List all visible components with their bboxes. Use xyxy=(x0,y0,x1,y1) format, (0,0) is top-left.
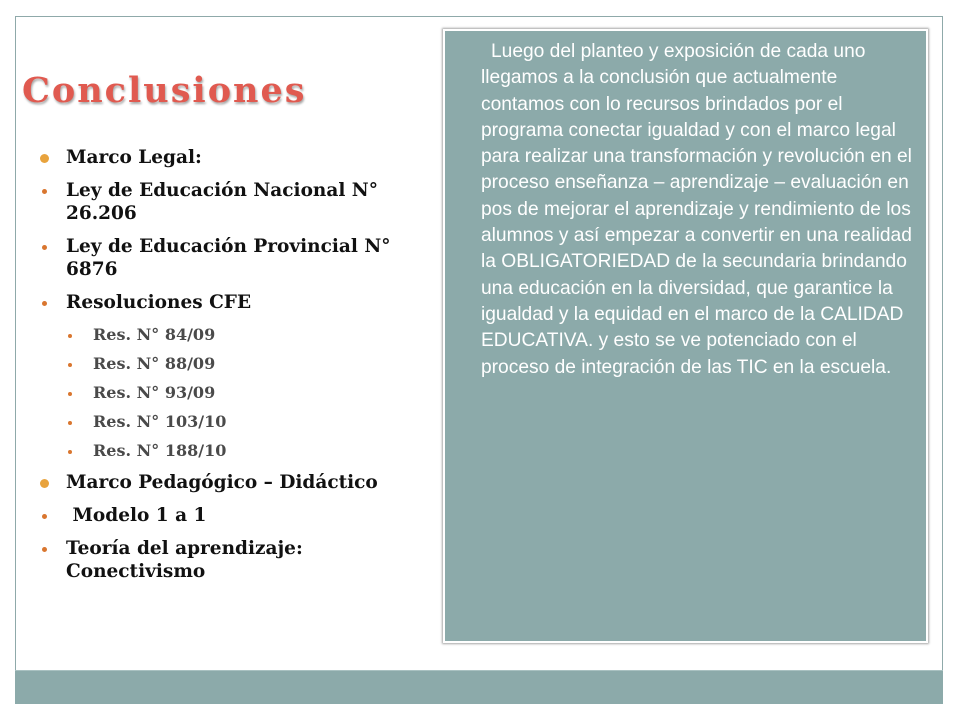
bullet-dot-icon xyxy=(68,392,72,396)
bullet-resoluciones-cfe xyxy=(40,291,430,314)
bullet-text: Modelo 1 a 1 xyxy=(66,505,207,526)
bullet-dot-icon xyxy=(68,334,72,338)
bullet-dot-icon xyxy=(42,245,47,250)
bullet-dot-icon xyxy=(68,450,72,454)
bullet-res-103 xyxy=(40,412,430,432)
bullet-dot-icon xyxy=(42,514,47,519)
bullet-res-93 xyxy=(40,383,430,403)
slide-title: Conclusiones xyxy=(22,70,307,111)
bullet-dot-icon xyxy=(68,421,72,425)
bullet-dot-icon xyxy=(42,189,47,194)
bullet-res-88 xyxy=(40,354,430,374)
conclusion-textbox xyxy=(443,29,928,643)
bullet-teoria-aprendizaje xyxy=(40,537,430,583)
bullet-text: Res. N° 103/10 xyxy=(93,412,227,431)
bullet-text: Resoluciones CFE xyxy=(66,292,252,313)
bullet-text: Ley de Educación Nacional N° 26.206 xyxy=(66,180,378,224)
bullet-text: Res. N° 188/10 xyxy=(93,441,227,460)
bullet-dot-icon xyxy=(42,547,47,552)
bullet-text: Res. N° 93/09 xyxy=(93,383,216,402)
bullet-dot-icon xyxy=(42,301,47,306)
footer-bar xyxy=(15,670,943,704)
bullet-res-84 xyxy=(40,325,430,345)
bullet-text: Teoría del aprendizaje: Conectivismo xyxy=(66,538,303,582)
bullet-dot-icon xyxy=(40,154,49,163)
bullet-res-188 xyxy=(40,441,430,461)
bullet-text: Res. N° 88/09 xyxy=(93,354,216,373)
bullet-text: Marco Pedagógico – Didáctico xyxy=(66,472,378,493)
bullet-list xyxy=(40,146,430,583)
bullet-dot-icon xyxy=(40,479,49,488)
bullet-ley-provincial xyxy=(40,235,430,281)
bullet-marco-pedagogico xyxy=(40,471,430,494)
bullet-modelo-1a1 xyxy=(40,504,430,527)
bullet-text: Marco Legal: xyxy=(66,147,202,168)
bullet-ley-nacional xyxy=(40,179,430,225)
conclusion-paragraph: Luego del planteo y exposición de cada uno llegamos a la conclusión que actualmente contamos con lo recursos brindados por el programa conectar igualdad y con el marco legal para realizar una transformación y revolución en el proceso enseñanza – aprendizaje – evaluación en pos de mejorar el aprendizaje y rendimiento de los alumnos y así empezar a convertir en una realidad la OBLIGATORIEDAD de la secundaria brindando una educación en la diversidad, que garantice la igualdad y la equidad en el marco de la CALIDAD EDUCATIVA. y esto se ve potenciado con el proceso de integración de las TIC en la escuela. xyxy=(481,41,912,378)
bullet-marco-legal xyxy=(40,146,430,169)
bullet-text: Ley de Educación Provincial N° 6876 xyxy=(66,236,391,280)
bullet-text: Res. N° 84/09 xyxy=(93,325,216,344)
bullet-dot-icon xyxy=(68,363,72,367)
